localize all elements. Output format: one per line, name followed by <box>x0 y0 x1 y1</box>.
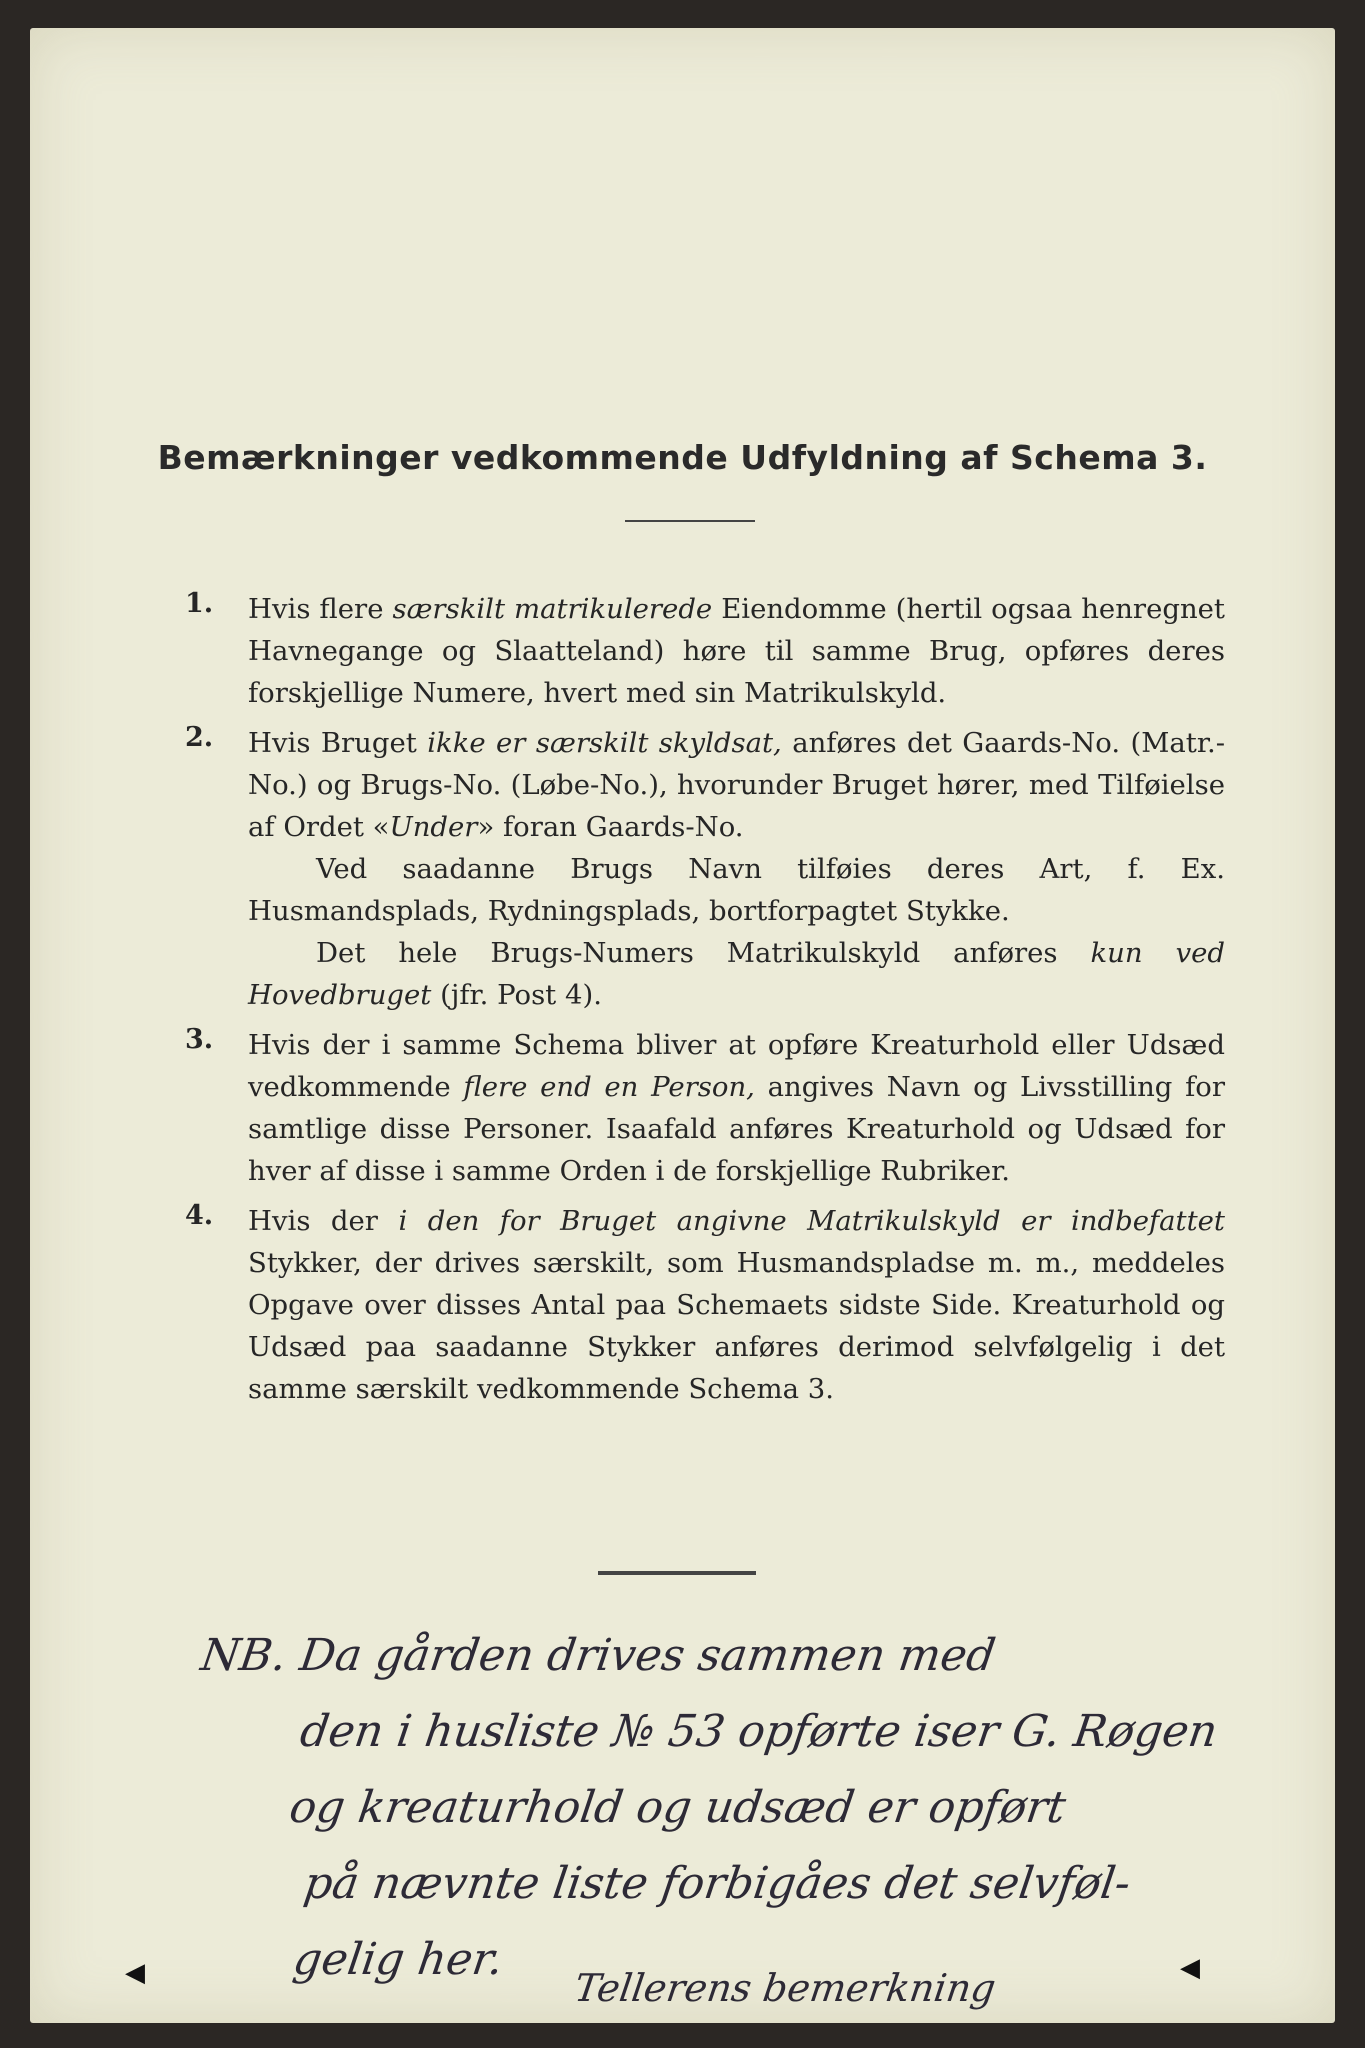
remark-item-3 <box>185 1024 1225 1192</box>
handwritten-line: og kreaturhold og udsæd er opført <box>286 1782 1069 1833</box>
remark-paragraph: Ved saadanne Brugs Navn tilføies deres Art, f. Ex. Husmandsplads, Rydningsplads, bortforpagtet Stykke. <box>248 853 1225 927</box>
remark-paragraph: Hvis Bruget ikke er særskilt skyldsat, anføres det Gaards-No. (Matr.-No.) og Brugs-No. (Løbe-No.), hvorunder Bruget hører, med Tilføielse af Ordet «Under» foran Gaards-No. <box>248 727 1225 843</box>
remark-number: 2. <box>185 722 214 753</box>
remark-paragraph: Hvis flere særskilt matrikulerede Eiendomme (hertil ogsaa henregnet Havnegange og Slaatteland) høre til samme Brug, opføres deres forskjellige Numere, hvert med sin Matrikulskyld. <box>248 593 1225 709</box>
handwritten-note <box>153 1618 1326 1998</box>
remark-paragraph: Hvis der i samme Schema bliver at opføre Kreaturhold eller Udsæd vedkommende flere end en Person, angives Navn og Livsstilling for samtlige disse Personer. Isaafald anføres Kreaturhold og Udsæd for hver af disse i samme Orden i de forskjellige Rubriker. <box>248 1029 1225 1187</box>
document-page <box>30 28 1335 2023</box>
handwritten-line: på nævnte liste forbigåes det selvføl- <box>300 1858 1134 1909</box>
left-arrow-mark-icon: ◀ <box>125 1958 145 1988</box>
remark-number: 4. <box>185 1200 214 1231</box>
handwritten-line: den i husliste № 53 opførte iser G. Røgen <box>297 1706 1221 1757</box>
remark-number: 1. <box>185 588 214 619</box>
heading-divider <box>625 520 755 522</box>
remark-item-4 <box>185 1200 1225 1410</box>
handwritten-line: NB. Da gården drives sammen med <box>197 1630 999 1681</box>
handwritten-signature: Tellerens bemerkning <box>571 1966 999 2010</box>
remark-paragraph: Hvis der i den for Bruget angivne Matrikulskyld er indbefattet Stykker, der drives særskilt, som Husmandspladse m. m., meddeles Opgave over disses Antal paa Schemaets sidste Side. Kreaturhold og Udsæd paa saadanne Stykker anføres derimod selvfølgelig i det samme særskilt vedkommende Schema 3. <box>248 1205 1225 1405</box>
remark-item-2 <box>185 722 1225 1016</box>
remark-number: 3. <box>185 1024 214 1055</box>
remark-paragraph: Det hele Brugs-Numers Matrikulskyld anføres kun ved Hovedbruget (jfr. Post 4). <box>248 937 1225 1011</box>
note-divider <box>598 1571 756 1575</box>
right-arrow-mark-icon: ◀ <box>1180 1953 1200 1983</box>
page-heading: Bemærkninger vedkommende Udfyldning af Schema 3. <box>157 438 1208 477</box>
remark-item-1 <box>185 588 1225 714</box>
remarks-list <box>185 588 1225 1410</box>
handwritten-line: gelig her. <box>290 1934 507 1985</box>
